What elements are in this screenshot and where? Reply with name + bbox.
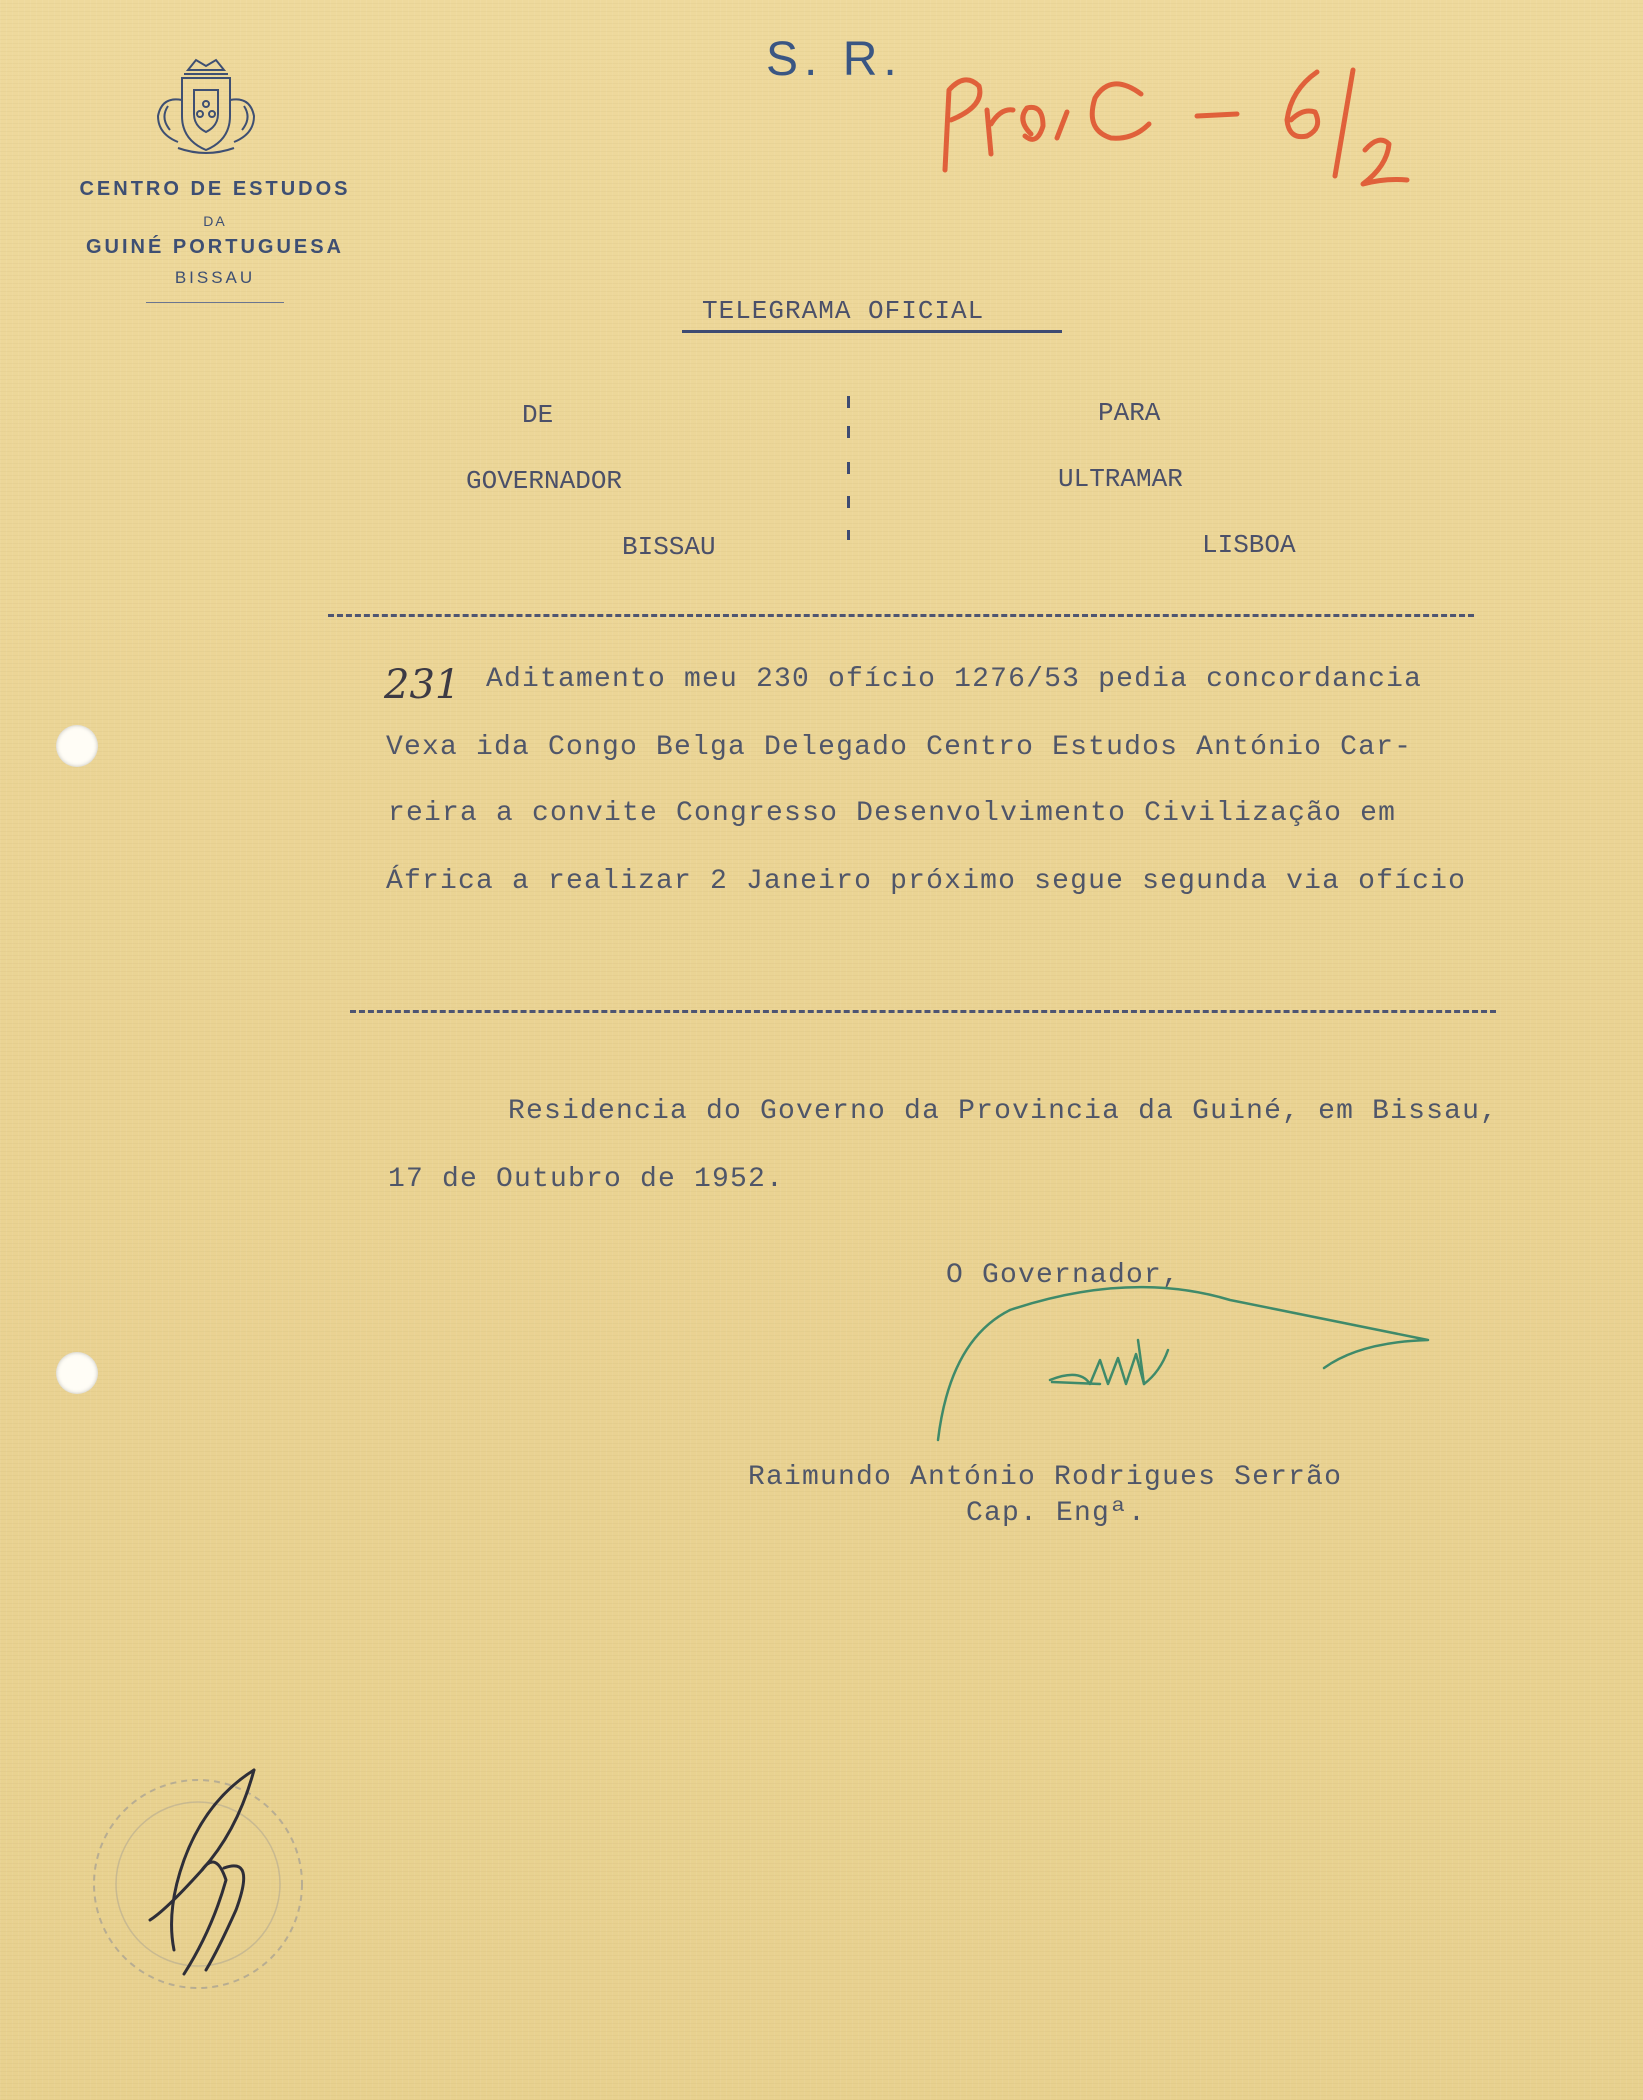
letterhead-line-3: GUINÉ PORTUGUESA	[85, 236, 345, 258]
message-line-4: África a realizar 2 Janeiro próximo segue segunda via ofício	[386, 866, 1467, 897]
punch-hole	[56, 725, 98, 767]
to-place: LISBOA	[1202, 530, 1296, 560]
coat-of-arms-icon	[148, 56, 264, 160]
letterhead-line-1: CENTRO DE ESTUDOS	[79, 178, 351, 200]
archive-stamp-icon	[86, 1760, 316, 1992]
letterhead-line-4: BISSAU	[174, 268, 256, 287]
closing-date: 17 de Outubro de 1952.	[388, 1164, 785, 1195]
column-separator	[845, 396, 853, 546]
red-pencil-annotation-icon	[935, 50, 1455, 195]
signature-icon	[930, 1280, 1440, 1450]
signatory-rank: Cap. Engª.	[966, 1498, 1147, 1529]
letterhead-line-2: DA	[203, 213, 227, 229]
from-label: DE	[522, 400, 554, 430]
to-recipient: ULTRAMAR	[1058, 464, 1183, 494]
from-sender: GOVERNADOR	[466, 466, 623, 496]
title-underline	[682, 330, 1062, 333]
message-number: 231	[384, 662, 461, 708]
message-line-1: Aditamento meu 230 ofício 1276/53 pedia concordancia	[486, 664, 1423, 695]
dashed-divider-top	[328, 614, 1474, 617]
punch-hole	[56, 1352, 98, 1394]
dashed-divider-bottom	[350, 1010, 1496, 1013]
message-line-2: Vexa ida Congo Belga Delegado Centro Estudos António Car-	[386, 732, 1413, 763]
to-label: PARA	[1098, 398, 1161, 428]
header-mark: S. R.	[766, 33, 903, 86]
telegram-title: TELEGRAMA OFICIAL	[702, 296, 985, 326]
signoff: O Governador,	[946, 1260, 1181, 1291]
from-place: BISSAU	[622, 532, 716, 562]
message-line-3: reira a convite Congresso Desenvolvimento Civilização em	[388, 798, 1397, 829]
letterhead-rule	[146, 302, 284, 303]
closing-location: Residencia do Governo da Provincia da Guiné, em Bissau,	[508, 1096, 1499, 1127]
signatory-name: Raimundo António Rodrigues Serrão	[748, 1462, 1343, 1493]
